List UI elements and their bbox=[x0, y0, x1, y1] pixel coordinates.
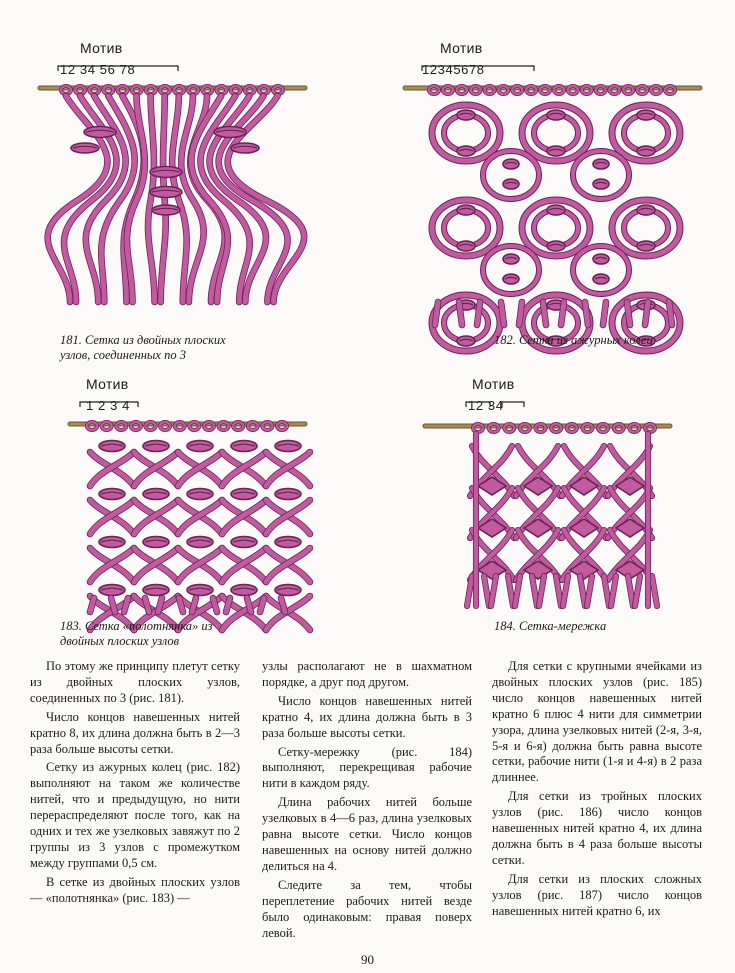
motif-label: Мотив bbox=[86, 376, 129, 392]
motif-label: Мотив bbox=[80, 40, 123, 56]
motif-label: Мотив bbox=[472, 376, 515, 392]
caption-183: 183. Сетка «полотнянка» из двойных плоских узлов bbox=[60, 619, 213, 648]
caption-184: 184. Сетка-мережка bbox=[494, 619, 607, 633]
motif-numbers: 1 2 3 4 bbox=[86, 398, 130, 413]
motif-bracket bbox=[466, 402, 490, 407]
macrame-illustration-184 bbox=[420, 376, 690, 616]
knot bbox=[150, 187, 182, 198]
macrame-illustration-183 bbox=[60, 376, 320, 616]
paragraph: Число концов навешенных нитей кратно 4, их длина должна быть в 3 раза больше высоты сетки. bbox=[262, 693, 472, 740]
motif-label: Мотив bbox=[440, 40, 483, 56]
motif-bracket bbox=[58, 66, 178, 71]
paragraph: Следите за тем, чтобы переплетение рабочих нитей везде было одинаковым: правая поверх левой. bbox=[262, 877, 472, 940]
knot bbox=[84, 127, 116, 138]
paragraph: В сетке из двойных плоских узлов — «полотнянка» (рис. 183) — bbox=[30, 874, 240, 905]
paragraph: Сетку-мережку (рис. 184) выполняют, перекрещивая рабочие нити в каждом ряду. bbox=[262, 744, 472, 791]
page-number: 90 bbox=[361, 952, 374, 967]
motif-numbers: 12 34 bbox=[468, 398, 504, 413]
caption-182: 182. Сетка из ажурных колец bbox=[494, 333, 653, 347]
text-column-3 bbox=[492, 659, 702, 920]
motif-bracket bbox=[422, 66, 534, 71]
text-column-2 bbox=[262, 659, 472, 941]
paragraph: Длина рабочих нитей больше узелковых в 4—6 раз, длина узелковых равна высоте сетки. Число концов навешенных на основу нитей должно делиться на 4. bbox=[262, 795, 472, 873]
figure-183 bbox=[60, 376, 320, 616]
paragraph: Для сетки из тройных плоских узлов (рис. 186) число концов навешенных нитей кратно 4, их длина должна быть в 4 раза больше высоты сетки. bbox=[492, 789, 702, 867]
paragraph: По этому же принципу плетут сетку из двойных плоских узлов, соединенных по 3 (рис. 181). bbox=[30, 659, 240, 705]
knot bbox=[214, 127, 246, 138]
paragraph: узлы располагают не в шахматном порядке, а друг под другом. bbox=[262, 659, 472, 689]
text-column-1 bbox=[30, 659, 240, 907]
figure-181 bbox=[30, 40, 320, 340]
motif-numbers: 12 34 56 78 bbox=[60, 62, 136, 77]
paragraph: Сетку из ажурных колец (рис. 182) выполняют на таком же количестве нитей, что и предыдущую, но нити перераспределяют после того, как на одних и тех же узелковых завяжут по 2 группы из 3 узлов с промежутком между группами 0,5 см. bbox=[30, 760, 240, 870]
macrame-illustration-181 bbox=[30, 40, 320, 330]
motif-bracket bbox=[80, 402, 138, 407]
macrame-illustration-182 bbox=[400, 40, 710, 340]
motif-numbers: 12345678 bbox=[422, 62, 485, 77]
knot bbox=[150, 167, 182, 178]
caption-181: 181. Сетка из двойных плоских узлов, соединенных по 3 bbox=[60, 333, 226, 362]
figure-184 bbox=[420, 376, 690, 616]
paragraph: Число концов навешенных нитей кратно 8, их длина должна быть в 2—3 раза больше высоты сетки. bbox=[30, 709, 240, 756]
paragraph: Для сетки из плоских сложных узлов (рис. 187) число концов навешенных нитей кратно 6, их bbox=[492, 871, 702, 918]
figure-182 bbox=[400, 40, 710, 340]
paragraph: Для сетки с крупными ячейками из двойных плоских узлов (рис. 185) число концов навешенных нитей кратно 6 плюс 4 нити для симметрии узора, длина узелковых нитей (2-я, 3-я, 5-я и 6-я) должна быть равна высоте сетки, рабочие нити (1-я и 4-я) в 2 раза длиннее. bbox=[492, 659, 702, 785]
motif-bracket bbox=[502, 402, 524, 407]
